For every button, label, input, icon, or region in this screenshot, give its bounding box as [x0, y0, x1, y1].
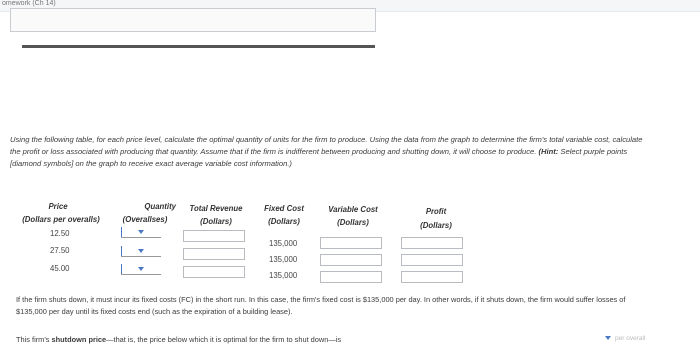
header-quantity-unit: (Overallses): [122, 215, 168, 224]
chevron-down-icon: [138, 230, 144, 234]
chevron-down-icon: [605, 336, 611, 340]
header-fixed-cost-unit: (Dollars): [268, 217, 300, 226]
header-fixed-cost: Fixed Cost: [264, 204, 304, 213]
header-price: [18, 202, 98, 211]
quantity-dropdown[interactable]: [121, 246, 161, 257]
variable-cost-input[interactable]: [320, 271, 382, 283]
hint-text: Select purple points [diamond symbols] on the graph to receive exact average variable cost information.): [10, 147, 628, 169]
fixed-cost-note: If the firm shuts down, it must incur its fixed costs (FC) in the short run. In this case, the firm's fixed cost is $135,000 per day. In other words, if it shuts down, the firm would suffer losses of $135,000 per day until its fixed costs end (such as the expiration of a building lease).: [16, 295, 626, 316]
header-total-revenue: Total Revenue: [189, 204, 243, 213]
instructions: [10, 134, 650, 171]
price-cell: 12.50: [50, 229, 70, 238]
price-cell: 45.00: [50, 264, 70, 273]
header-quantity: Quantity: [144, 202, 176, 211]
graph-area-divider: [22, 45, 375, 48]
header-variable-cost-unit: (Dollars): [337, 218, 369, 227]
shutdown-dropdown-hint: per overall: [615, 334, 646, 342]
quantity-dropdown[interactable]: [121, 227, 161, 238]
hint-label: (Hint:: [538, 147, 559, 157]
fixed-cost-cell: 135,000: [269, 271, 298, 280]
header-price-title: Price: [48, 202, 68, 211]
total-revenue-input[interactable]: [183, 248, 245, 260]
profit-input[interactable]: [401, 271, 463, 283]
header-variable-cost: Variable Cost: [328, 205, 378, 214]
price-cell: 27.50: [50, 246, 70, 255]
variable-cost-input[interactable]: [320, 237, 382, 249]
profit-input[interactable]: [401, 254, 463, 266]
shutdown-question: [16, 335, 341, 344]
fixed-cost-cell: 135,000: [269, 239, 298, 248]
chevron-down-icon: [138, 249, 144, 253]
variable-cost-input[interactable]: [320, 254, 382, 266]
shutdown-price-dropdown[interactable]: [605, 333, 665, 343]
previous-answer-box[interactable]: [10, 8, 376, 32]
header-profit: Profit: [425, 207, 447, 216]
total-revenue-input[interactable]: [183, 266, 245, 278]
shutdown-prefix: This firm's: [16, 335, 52, 344]
fixed-cost-cell: 135,000: [269, 255, 298, 264]
assignment-title: omework (Ch 14): [2, 0, 56, 7]
instructions-text: Using the following table, for each price level, calculate the optimal quantity of units for the firm to produce. Using the data from the graph to determine the firm's total variable cost, calculate the profit or loss associated with producing that quantity. Assume that if the firm is indifferent between producing and shutting down, it will choose to produce.: [10, 135, 643, 157]
quantity-dropdown[interactable]: [121, 264, 161, 275]
shutdown-bold: shutdown price: [51, 335, 107, 344]
header-total-revenue-unit: (Dollars): [200, 217, 232, 226]
shutdown-suffix: —that is, the price below which it is optimal for the firm to shut down—is: [106, 335, 342, 344]
profit-input[interactable]: [401, 237, 463, 249]
header-profit-unit: (Dollars): [420, 221, 452, 230]
header-price-unit: (Dollars per overalls): [22, 215, 100, 224]
chevron-down-icon: [138, 267, 144, 271]
total-revenue-input[interactable]: [183, 230, 245, 242]
